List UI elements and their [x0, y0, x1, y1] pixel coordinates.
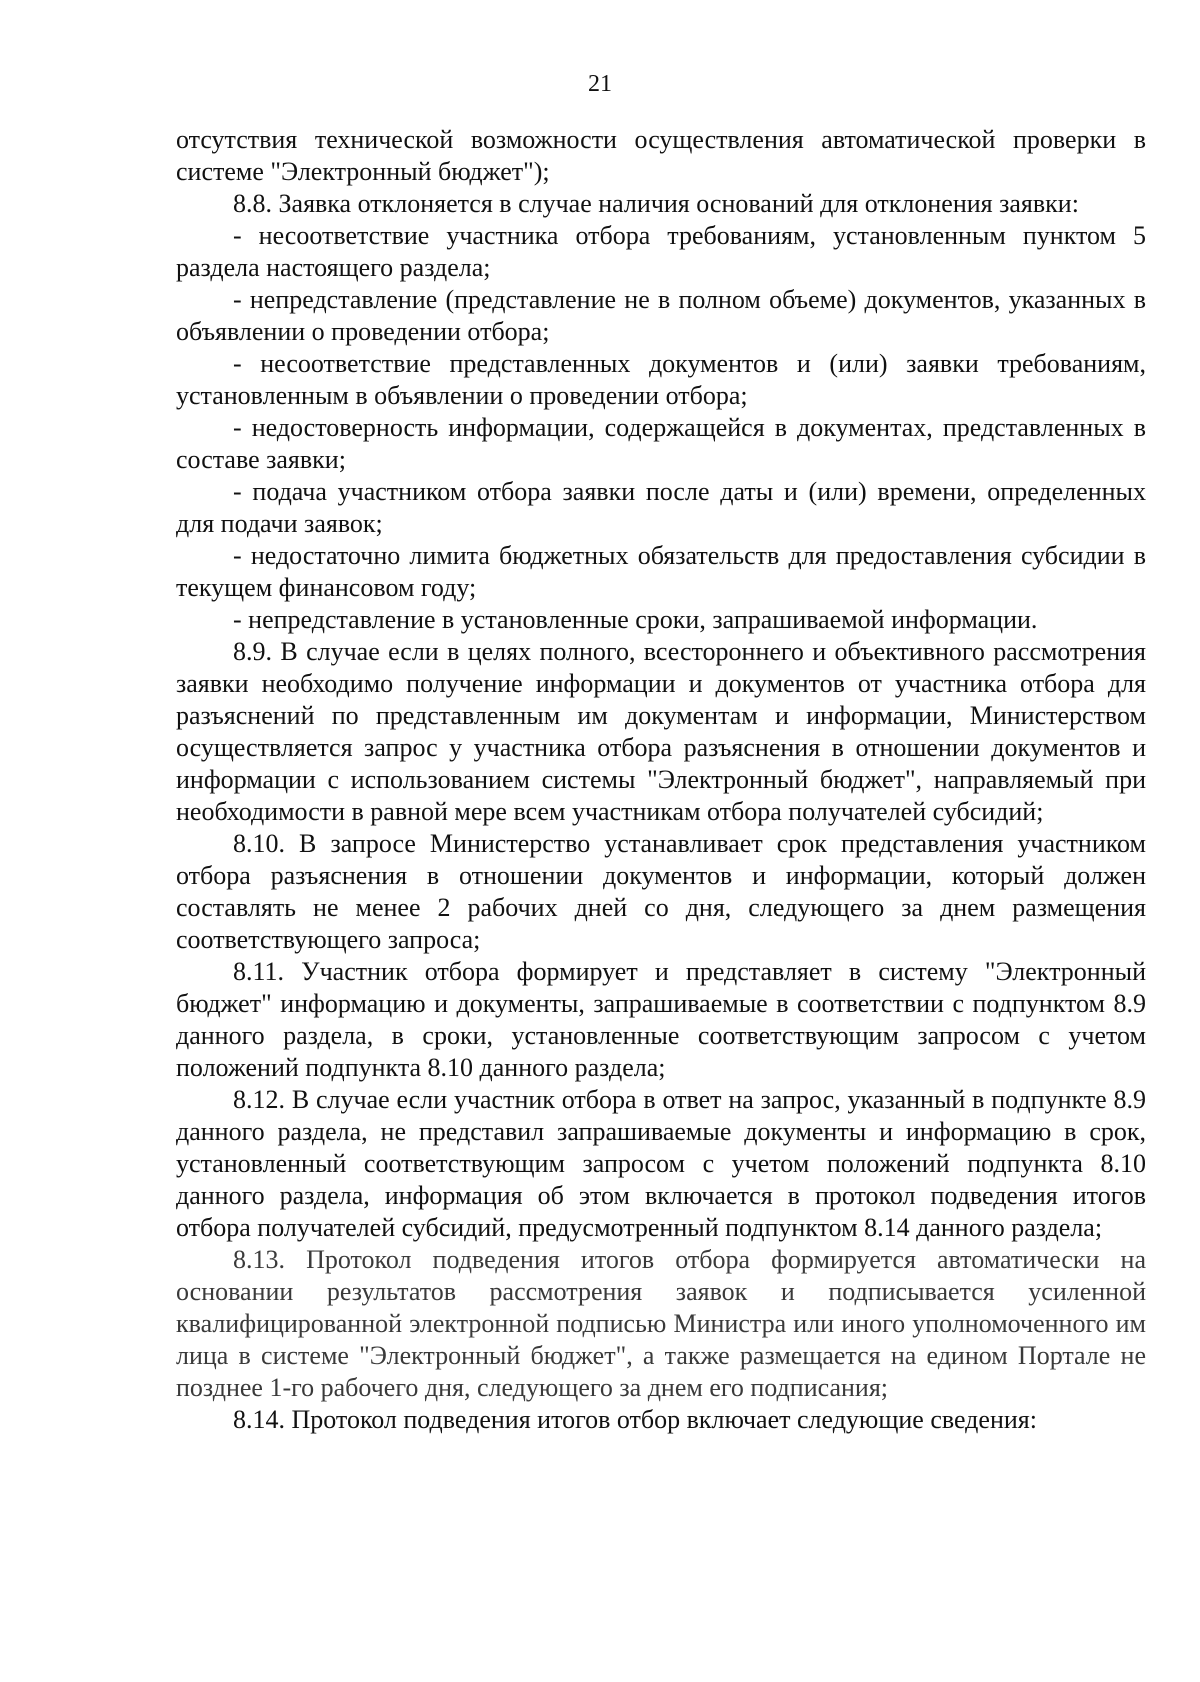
page-number: 21: [588, 71, 612, 97]
paragraph-8-11: 8.11. Участник отбора формирует и представляет в систему "Электронный бюджет" информацию и документы, запрашиваемые в соответствии с подпунктом 8.9 данного раздела, в сроки, установленные соответствующим запросом с учетом положений подпункта 8.10 данного раздела;: [176, 957, 1146, 1082]
document-body: [176, 124, 1146, 1436]
list-item-rejection-3: - несоответствие представленных документов и (или) заявки требованиям, установленным в объявлении о проведении отбора;: [176, 349, 1146, 410]
paragraph-8-9: 8.9. В случае если в целях полного, всестороннего и объективного рассмотрения заявки необходимо получение информации и документов от участника отбора для разъяснений по представленным им документам и информации, Министерством осуществляется запрос у участника отбора разъяснения в отношении документов и информации с использованием системы "Электронный бюджет", направляемый при необходимости в равной мере всем участникам отбора получателей субсидий;: [176, 637, 1146, 826]
list-item-rejection-2: - непредставление (представление не в полном объеме) документов, указанных в объявлении о проведении отбора;: [176, 285, 1146, 346]
list-item-rejection-6: - недостаточно лимита бюджетных обязательств для предоставления субсидии в текущем финансовом году;: [176, 541, 1146, 602]
paragraph-8-10: 8.10. В запросе Министерство устанавливает срок представления участником отбора разъяснения в отношении документов и информации, который должен составлять не менее 2 рабочих дней со дня, следующего за днем размещения соответствующего запроса;: [176, 829, 1146, 954]
list-item-rejection-4: - недостоверность информации, содержащейся в документах, представленных в составе заявки;: [176, 413, 1146, 474]
paragraph-8-8: 8.8. Заявка отклоняется в случае наличия оснований для отклонения заявки:: [233, 189, 1079, 218]
paragraph-8-14: 8.14. Протокол подведения итогов отбор включает следующие сведения:: [233, 1405, 1037, 1434]
paragraph-8-12: 8.12. В случае если участник отбора в ответ на запрос, указанный в подпункте 8.9 данного раздела, не представил запрашиваемые документы и информацию в срок, установленный соответствующим запросом с учетом положений подпункта 8.10 данного раздела, информация об этом включается в протокол подведения итогов отбора получателей субсидий, предусмотренный подпунктом 8.14 данного раздела;: [176, 1085, 1146, 1242]
paragraph-8-13: 8.13. Протокол подведения итогов отбора формируется автоматически на основании результатов рассмотрения заявок и подписывается усиленной квалифицированной электронной подписью Министра или иного уполномоченного им лица в системе "Электронный бюджет", а также размещается на едином Портале не позднее 1-го рабочего дня, следующего за днем его подписания;: [176, 1245, 1146, 1402]
list-item-rejection-7: - непредставление в установленные сроки, запрашиваемой информации.: [233, 605, 1038, 634]
paragraph-continuation: отсутствия технической возможности осуществления автоматической проверки в системе "Электронный бюджет");: [176, 125, 1146, 186]
list-item-rejection-5: - подача участником отбора заявки после даты и (или) времени, определенных для подачи заявок;: [176, 477, 1146, 538]
list-item-rejection-1: - несоответствие участника отбора требованиям, установленным пунктом 5 раздела настоящего раздела;: [176, 221, 1146, 282]
